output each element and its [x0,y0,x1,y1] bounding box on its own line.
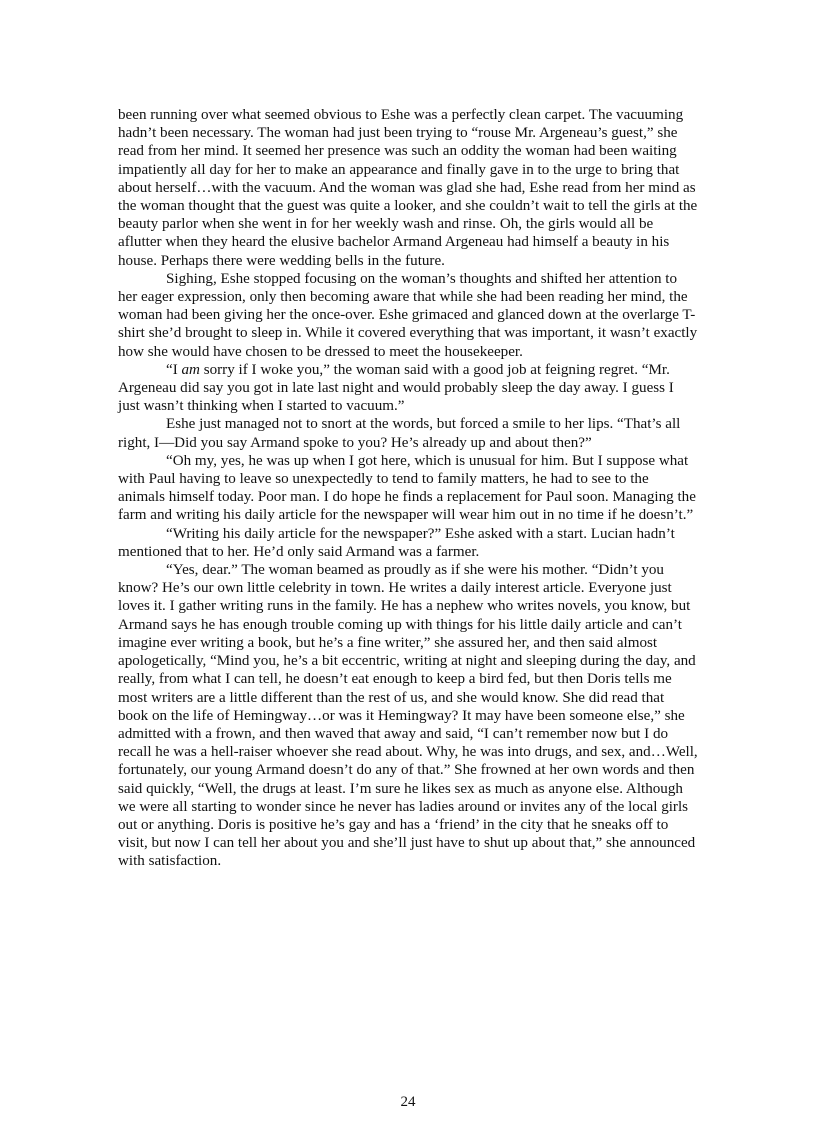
paragraph-snort: Eshe just managed not to snort at the words, but forced a smile to her lips. “That’s all right, I—Did you say Armand spoke to you? He’s already up and about then?” [118,416,681,451]
paragraph-continued: been running over what seemed obvious to Eshe was a perfectly clean carpet. The vacuuming hadn’t been necessary. The woman had just been trying to “rouse Mr. Argeneau’s guest,” she read from her mind. It seemed her presence was such an oddity the woman had been waiting impatiently all day for her to make an appearance and finally gave in to the urge to bring that about herself…with the vacuum. And the woman was glad she had, Eshe read from her mind as the woman thought that the guest was quite a looker, and she couldn’t wait to tell the girls at the beauty parlor when she went in for her weekly wash and rinse. Oh, the girls would all be aflutter when they heard the elusive bachelor Armand Argeneau had himself a beauty in his house. Perhaps there were wedding bells in the future. [118,107,698,269]
emphasis-am: am [181,361,200,378]
paragraph-sighing: Sighing, Eshe stopped focusing on the woman’s thoughts and shifted her attention to her eager expression, only then becoming aware that while she had been reading her mind, the woman had been giving her the once-over. Eshe grimaced and glanced down at the overlarge T-shirt she’d brought to sleep in. While it covered everything that was important, it wasn’t exactly how she would have chosen to be dressed to meet the housekeeper. [118,270,698,360]
paragraph-writing: “Writing his daily article for the newspaper?” Eshe asked with a start. Lucian hadn’t mentioned that to her. He’d only said Armand was a farmer. [118,525,675,560]
paragraph-sorry-rest: sorry if I woke you,” the woman said with a good job at feigning regret. “Mr. Argeneau did say you got in late last night and would probably sleep the day away. I guess I just wasn’t thinking when I started to vacuum.” [118,361,674,415]
paragraph-sorry [118,361,698,416]
page-number: 24 [400,1094,416,1110]
paragraph-sorry-open: “I [166,361,182,378]
paragraph-yes-dear: “Yes, dear.” The woman beamed as proudly as if she were his mother. “Didn’t you know? He’s our own little celebrity in town. He writes a daily interest article. Everyone just loves it. I gather writing runs in the family. He has a nephew who writes novels, you know, but Armand says he has enough trouble coming up with things for his little daily article and can’t imagine ever writing a book, but he’s a fine writer,” she assured her, and then said almost apologetically, “Mind you, he’s a bit eccentric, writing at night and sleeping during the day, and really, from what I can tell, he doesn’t eat enough to keep a bird fed, but then Doris tells me most writers are a little different than the rest of us, and she would know. She did read that book on the life of Hemingway…or was it Hemingway? It may have been someone else,” she admitted with a frown, and then waved that away and said, “I can’t remember now but I do recall he was a hell-raiser whoever she read about. Why, he was into drugs, and sex, and…Well, fortunately, our young Armand doesn’t do any of that.” She frowned at her own words and then said quickly, “Well, the drugs at least. I’m sure he likes sex as much as anyone else. Although we were all starting to wonder since he never has ladies around or invites any of the local girls out or anything. Doris is positive he’s gay and has a ‘friend’ in the city that he sneaks off to visit, but now I can tell her about you and she’ll just have to shut up about that,” she announced with satisfaction. [118,562,698,870]
page-body [118,106,698,871]
paragraph-oh-my: “Oh my, yes, he was up when I got here, which is unusual for him. But I suppose what with Paul having to leave so unexpectedly to tend to family matters, he had to see to the animals himself today. Poor man. I do hope he finds a replacement for Paul soon. Managing the farm and writing his daily article for the newspaper will wear him out in no time if he doesn’t.” [118,452,696,524]
